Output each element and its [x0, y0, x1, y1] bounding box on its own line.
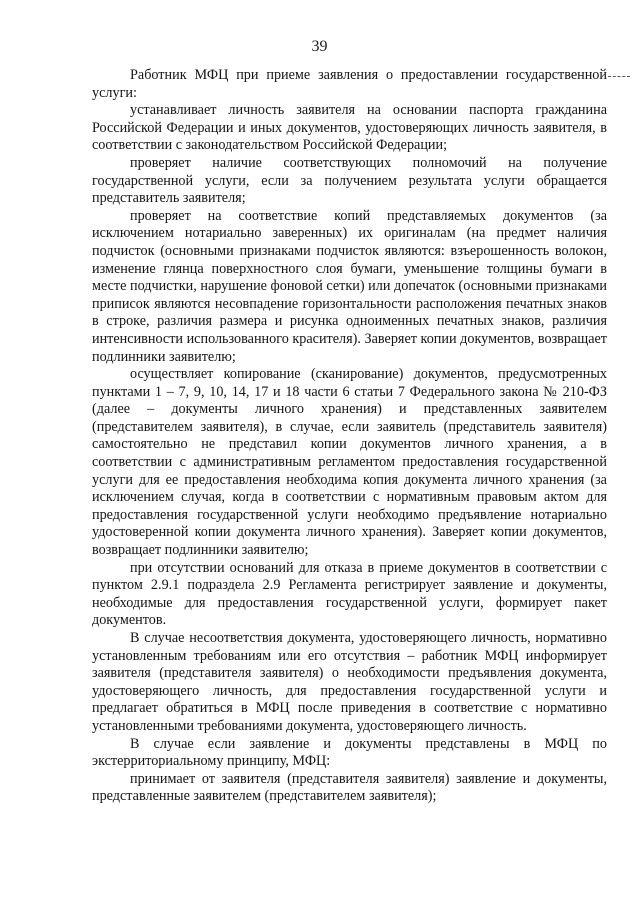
page-number: 39 — [311, 38, 328, 55]
paragraph-registration: при отсутствии оснований для отказа в приеме документов в соответствии с пунктом 2.9.1 подраздела 2.9 Регламента регистрирует заявление и документы, необходимые для предоставления государственной услуги, формирует пакет документов. — [92, 559, 607, 629]
paragraph-identity-missing: В случае несоответствия документа, удостоверяющего личность, нормативно установленным требованиям или его отсутствия – работник МФЦ информирует заявителя (представителя заявителя) о необходимости предъявления документа, удостоверяющего личность, для предоставления государственной услуги и предлагает обратиться в МФЦ после приведения в соответствие с нормативно установленными требованиями документа, удостоверяющего личность. — [92, 630, 607, 734]
paragraph-authority-check: проверяет наличие соответствующих полномочий на получение государственной услуги, если за получением результата услуги обращается представитель заявителя; — [92, 154, 607, 207]
document-body — [92, 67, 607, 806]
paragraph-intro: Работник МФЦ при приеме заявления о предоставлении государственной услуги: — [92, 67, 607, 101]
margin-mark — [608, 76, 630, 78]
paragraph-extraterritorial: В случае если заявление и документы представлены в МФЦ по экстерриториальному принципу, МФЦ: — [92, 735, 607, 770]
paragraph-accepts-documents: принимает от заявителя (представителя заявителя) заявление и документы, представленные заявителем (представителем заявителя); — [92, 770, 607, 805]
paragraph-identity-check: устанавливает личность заявителя на основании паспорта гражданина Российской Федерации и иных документов, удостоверяющих личность заявителя, в соответствии с законодательством Российской Федерации; — [92, 102, 607, 154]
paragraph-scanning: осуществляет копирование (сканирование) документов, предусмотренных пунктами 1 – 7, 9, 10, 14, 17 и 18 части 6 статьи 7 Федерального закона № 210-ФЗ (далее – документы личного хранения) и представленных заявителем (представителем заявителя), в случае, если заявитель (представитель заявителя) самостоятельно не представил копии документов личного хранения, а в соответствии с административным регламентом предоставления государственной услуги для ее предоставления необходима копия документа личного хранения (за исключением случая, когда в соответствии с нормативным правовым актом для предоставления государственной услуги необходимо предъявление нотариально удостоверенной копии документа личного хранения). Заверяет копии документов, возвращает подлинники заявителю; — [92, 366, 607, 559]
paragraph-copies-check: проверяет на соответствие копий представляемых документов (за исключением нотариально заверенных) их оригиналам (на предмет наличия подчисток (основными признаками подчисток являются: взъерошенность волокон, изменение глянца поверхностного слоя бумаги, уменьшение толщины бумаги в месте подчистки, нарушение фоновой сетки) или допечаток (основными признаками приписок являются несовпадение горизонтальности расположения печатных знаков в строке, различия размера и рисунка одноименных печатных знаков, различия интенсивности использованного красителя). Заверяет копии документов, возвращает подлинники заявителю; — [92, 207, 607, 365]
